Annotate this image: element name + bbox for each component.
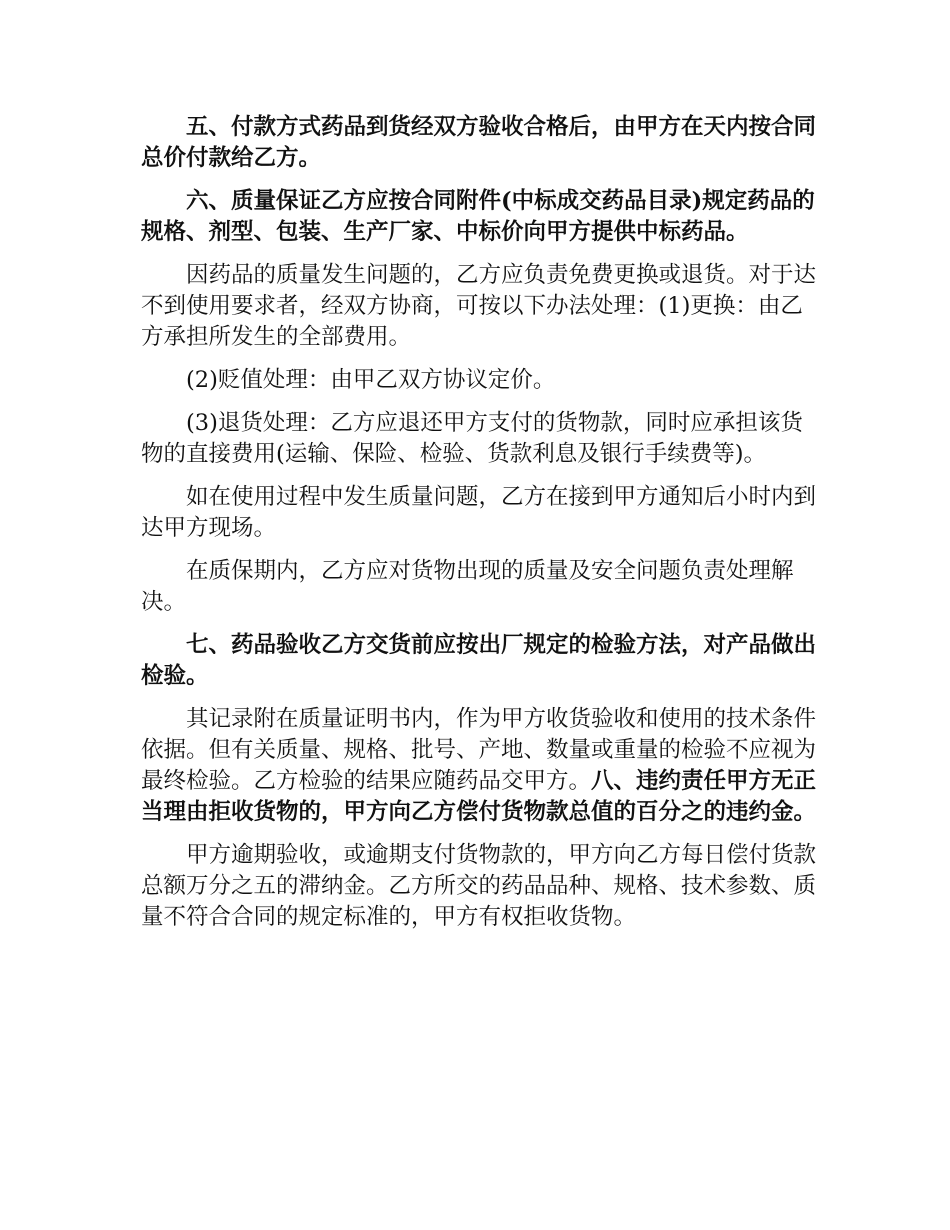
section-7-acceptance: 七、药品验收乙方交货前应按出厂规定的检验方法，对产品做出检验。 <box>141 632 817 689</box>
late-payment-paragraph: 甲方逾期验收，或逾期支付货物款的，甲方向乙方每日偿付货款总额万分之五的滞纳金。乙方所交的药品品种、规格、技术参数、质量不符合合同的规定标准的，甲方有权拒收货物。 <box>141 842 817 930</box>
inspection-record-text: 其记录附在质量证明书内，作为甲方收货验收和使用的技术条件依据。但有关质量、规格、批号、产地、数量或重量的检验不应视为最终检验。乙方检验的结果应随药品交甲方。 <box>141 706 817 794</box>
section-6-quality-guarantee: 六、质量保证乙方应按合同附件(中标成交药品目录)规定药品的规格、剂型、包装、生产厂家、中标价向甲方提供中标药品。 <box>141 188 815 245</box>
return-paragraph: (3)退货处理：乙方应退还甲方支付的货物款，同时应承担该货物的直接费用(运输、保险、检验、货款利息及银行手续费等)。 <box>141 410 803 467</box>
depreciation-paragraph: (2)贬值处理：由甲乙双方协议定价。 <box>186 367 556 393</box>
section-8-liability: 八、违约责任甲方无正当理由拒收货物的，甲方向乙方偿付货物款总值的百分之的违约金。 <box>141 768 817 825</box>
inspection-record-paragraph <box>141 704 821 828</box>
document-body <box>141 112 821 945</box>
quality-issue-paragraph: 因药品的质量发生问题的，乙方应负责免费更换或退货。对于达不到使用要求者，经双方协商，可按以下办法处理：(1)更换：由乙方承担所发生的全部费用。 <box>141 262 817 350</box>
section-5-payment-terms: 五、付款方式药品到货经双方验收合格后，由甲方在天内按合同总价付款给乙方。 <box>141 114 817 171</box>
on-site-response-paragraph: 如在使用过程中发生质量问题，乙方在接到甲方通知后小时内到达甲方现场。 <box>141 484 817 541</box>
warranty-paragraph: 在质保期内，乙方应对货物出现的质量及安全问题负责处理解决。 <box>141 558 794 615</box>
